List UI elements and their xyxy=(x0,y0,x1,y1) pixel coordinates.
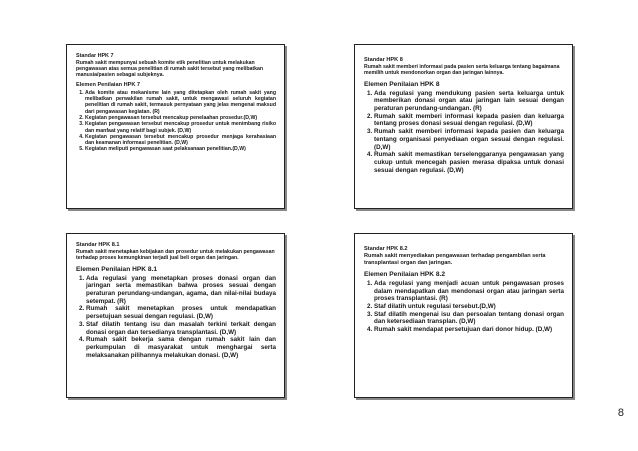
slide-hpk-8 xyxy=(354,44,573,209)
list-item: 1. Ada regulasi yang menjadi acuan untuk pengawasan proses dalam mendapatkan dan mendonasi organ atau jaringan serta proses transplantasi. (R) xyxy=(374,280,564,303)
list-item: 1. Ada regulasi yang menetapkan proses donasi organ dan jaringan serta memastikan bahwa proses sesuai dengan peraturan perundang-undangan, agama, dan nilai-nilai budaya setempat. (R) xyxy=(86,275,276,306)
slide-content xyxy=(76,53,276,153)
list-item: 4. Rumah sakit bekerja sama dengan rumah sakit lain dan perkumpulan di masyarakat untuk menghargai serta melaksanakan pilihannya melakukan donasi. (D,W) xyxy=(86,336,276,359)
slide-content xyxy=(364,57,564,174)
page-number: 8 xyxy=(617,407,624,419)
list-item: 4. Rumah sakit mendapat persetujuan dari donor hidup. (D,W) xyxy=(374,326,564,334)
slide-hpk-7 xyxy=(66,44,285,209)
element-title: Elemen Penilaian HPK 8.1 xyxy=(76,265,157,273)
list-item: 3. Staf dilatih tentang isu dan masalah terkini terkait dengan donasi organ dan tersedianya transplantasi. (D,W) xyxy=(86,321,276,336)
slide-content xyxy=(364,246,564,334)
slide-heading: Standar HPK 8 xyxy=(364,57,403,63)
list-item: 1. Ada regulasi yang mendukung pasien serta keluarga untuk memberikan donasi organ atau jaringan lain sesuai dengan peraturan perundang-undangan. (R) xyxy=(374,90,564,113)
slide-hpk-8-2 xyxy=(354,233,573,398)
list-item: 3. Rumah sakit memberi informasi kepada pasien dan keluarga tentang organisasi penyediaan organ sesuai dengan regulasi. (D,W) xyxy=(374,128,564,151)
slide-heading: Standar HPK 8.1 xyxy=(76,242,120,248)
list-item: 2. Kegiatan pengawasan tersebut mencakup penelaahan prosedur.(D,W) xyxy=(85,115,276,121)
list-item: 2. Rumah sakit menetapkan proses untuk mendapatkan persetujuan sesuai dengan regulasi. (D,W) xyxy=(86,305,276,320)
slide-heading: Standar HPK 8.2 xyxy=(364,246,408,252)
list-item: 5. Kegiatan meliputi pengawasan saat pelaksanaan penelitian.(D,W) xyxy=(85,146,276,152)
element-list xyxy=(76,275,276,360)
element-list xyxy=(364,90,564,175)
slide-standard-text: Rumah sakit menetapkan kebijakan dan prosedur untuk melakukan pengawasan terhadap proses kemungkinan terjadi jual beli organ dan jaringan. xyxy=(76,248,275,262)
list-item: 4. Rumah sakit memastikan terselenggaranya pengawasan yang cukup untuk mencegah pasien merasa dipaksa untuk donasi sesuai dengan regulasi. (D,W) xyxy=(374,151,564,174)
element-list xyxy=(364,280,564,334)
list-item: 1. Ada komite atau mekanisme lain yang ditetapkan oleh rumah sakit yang melibatkan perwakilan rumah sakit, untuk mengawasi seluruh kegiatan penelitian di rumah sakit, termasuk pernyataan yang jelas mengenai maksud dari pengawasan kegiatan. (R) xyxy=(85,90,276,115)
list-item: 2. Staf dilatih untuk regulasi tersebut.(D,W) xyxy=(374,303,564,311)
element-title: Elemen Penilaian HPK 8.2 xyxy=(364,270,445,278)
list-item: 3. Staf dilatih mengenai isu dan persoalan tentang donasi organ dan ketersediaan transplan. (D,W) xyxy=(374,311,564,326)
slide-standard-text: Rumah sakit mempunyai sebuah komite etik penelitian untuk melakukan pengawasan atas semua penelitian di rumah sakit tersebut yang melibatkan manusia/pasien sebagai subjeknya. xyxy=(76,59,264,79)
element-list xyxy=(76,90,276,153)
list-item: 4. Kegiatan pengawasan tersebut mencakup prosedur menjaga kerahasiaan dan keamanan informasi penelitian. (D,W) xyxy=(85,134,276,147)
element-title: Elemen Penilaian HPK 8 xyxy=(364,80,440,88)
slide-standard-text: Rumah sakit memberi informasi pada pasien serta keluarga tentang bagaimana memilih untuk mendonorkan organ dan jaringan lainnya. xyxy=(364,63,560,77)
list-item: 3. Kegiatan pengawasan tersebut mencakup prosedur untuk menimbang risiko dan manfaat yang relatif bagi subjek. (D,W) xyxy=(85,121,276,134)
slide-content xyxy=(76,242,276,359)
slide-heading: Standar HPK 7 xyxy=(76,53,114,59)
element-title: Elemen Penilaian HPK 7 xyxy=(76,81,141,88)
slide-hpk-8-1 xyxy=(66,233,285,398)
list-item: 2. Rumah sakit memberi informasi kepada pasien dan keluarga tentang proses donasi sesuai dengan regulasi. (D,W) xyxy=(374,113,564,128)
slide-standard-text: Rumah sakit menyediakan pengawasan terhadap pengambilan serta transplantasi organ dan jaringan. xyxy=(364,252,546,266)
